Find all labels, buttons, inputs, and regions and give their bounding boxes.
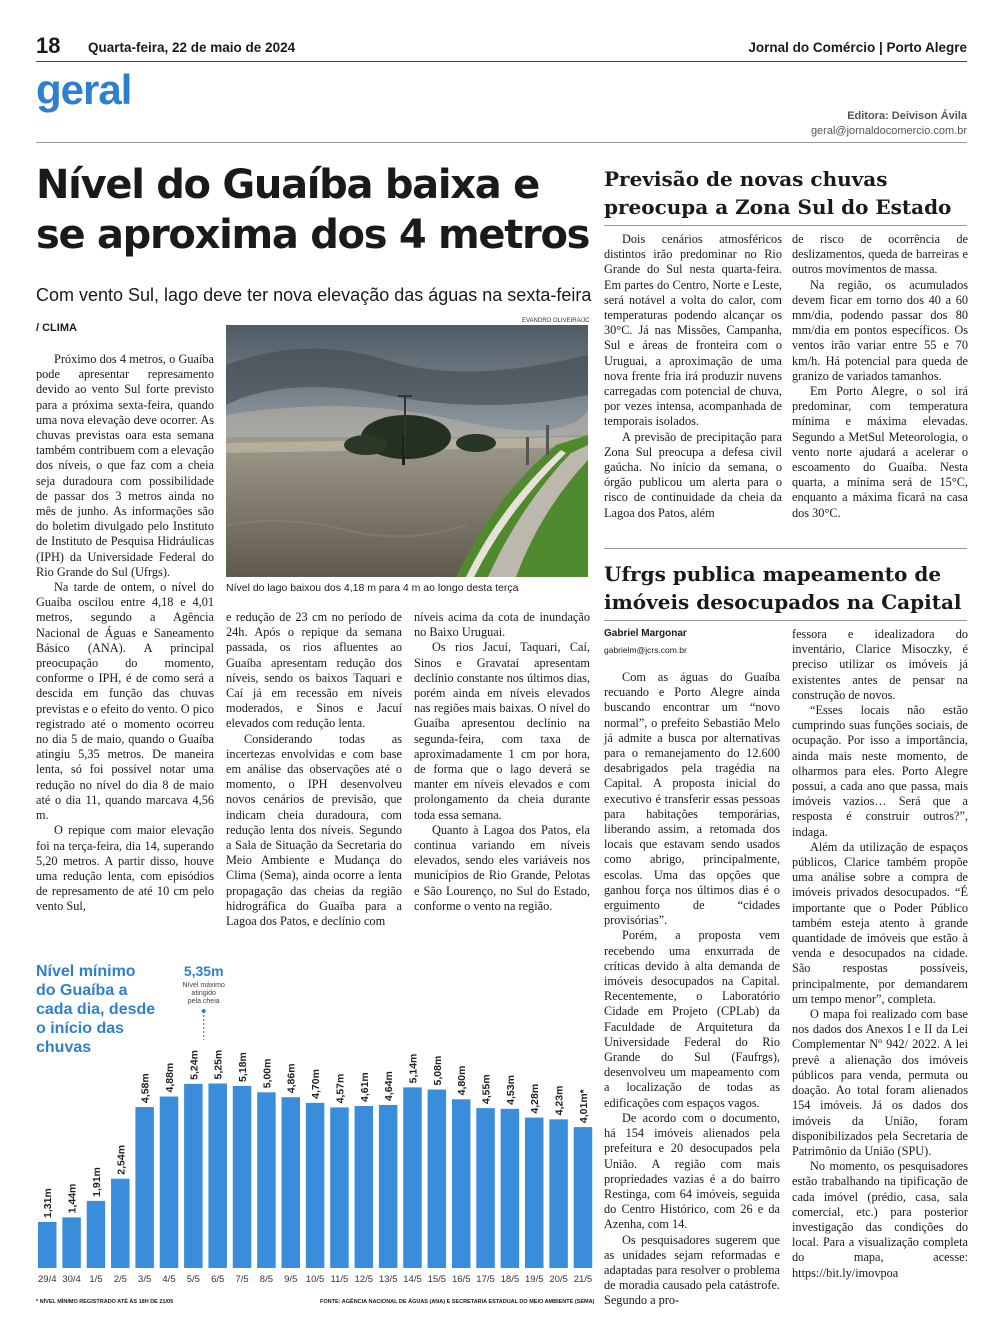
data-label: 1,44m: [66, 1183, 79, 1214]
peak-note: pela cheia: [187, 998, 220, 1005]
x-tick-label: 30/4: [62, 1274, 81, 1285]
data-label: 4,70m: [310, 1069, 323, 1099]
article-tag: / CLIMA: [36, 322, 77, 334]
bar: [549, 1119, 568, 1268]
x-tick-label: 17/5: [476, 1274, 495, 1285]
bar: [233, 1086, 252, 1268]
bar: [282, 1097, 301, 1268]
x-tick-label: 15/5: [427, 1274, 447, 1285]
data-label: 5,14m: [407, 1053, 420, 1084]
x-tick-label: 10/5: [305, 1274, 325, 1285]
data-label: 4,58m: [139, 1073, 152, 1104]
paragraph: de risco de ocorrência de deslizamentos, queda de barreiras e outros movimentos de massa.: [792, 232, 968, 277]
chart-footnote: * NÍVEL MÍNIMO REGISTRADO ATÉ ÀS 18H DE 21/05: [36, 1299, 174, 1305]
main-headline: Nível do Guaíba baixa e se aproxima dos 4 metros: [36, 162, 590, 258]
paragraph: No momento, os pesquisadores estão trabalhando na tipificação de cada imóvel (prédio, casa, sala comercial, etc.) para posterior investigação das condições do local. Para a visualização completa do mapa, acesse: https://bit.ly/imovpoa: [792, 1159, 968, 1280]
author-name: Gabriel Margonar: [604, 628, 687, 639]
chart-source: FONTE: AGÊNCIA NACIONAL DE ÁGUAS (ANA) E SECRETARIA ESTADUAL DO MEIO AMBIENTE (SEMA): [320, 1299, 595, 1305]
bar: [306, 1103, 325, 1268]
article2-headline: Previsão de novas chuvas preocupa a Zona Sul do Estado: [604, 167, 952, 219]
x-tick-label: 1/5: [89, 1274, 103, 1285]
data-label: 5,00m: [261, 1058, 274, 1089]
bar: [574, 1127, 593, 1268]
x-tick-label: 11/5: [330, 1274, 349, 1285]
section-rule: [36, 142, 967, 143]
article3-rule: [604, 620, 967, 621]
paragraph: “Esses locais não estão cumprindo suas funções sociais, de ocupação. Por isso a importância, ainda mais neste momento, de olharmos para eles. Porto Alegre possui, a cada ano que passa, mais imóveis vazios… Será que a resposta é construir outros?”, indaga.: [792, 703, 968, 839]
x-tick-label: 3/5: [138, 1274, 152, 1285]
main-article-column-3: [414, 610, 590, 914]
main-article-column-2: [226, 610, 402, 929]
bar: [452, 1099, 471, 1268]
data-label: 1,91m: [90, 1167, 103, 1197]
flood-photo: [226, 325, 588, 577]
data-label: 4,61m: [358, 1072, 371, 1103]
paragraph: Considerando todas as incertezas envolvidas e com base em análise das observações até o momento, o IPH desenvolveu novos cenários de previsão, que indicam cheia duradoura, com redução lenta dos níveis. Segundo a Sala de Situação da Secretaria do Meio Ambiente e Mudança do Clima (Sema), ainda ocorre a lenta propagação das cheias da região hidrográfica do Guaíba para a Lagoa dos Patos, e declínio com: [226, 731, 402, 929]
x-tick-label: 9/5: [284, 1274, 298, 1285]
x-tick-label: 13/5: [378, 1274, 398, 1285]
data-label: 4,57m: [334, 1073, 347, 1104]
x-tick-label: 2/5: [113, 1274, 127, 1285]
paragraph: Os pesquisadores sugerem que as unidades sejam reformadas e adaptadas para resolver o problema de moradia causado pela catástrofe. Segundo a pro-: [604, 1232, 780, 1308]
paragraph: Dois cenários atmosféricos distintos irão predominar no Rio Grande do Sul nesta quarta-feira. Em partes do Centro, Norte e Leste, será notável a volta do calor, com temperaturas podendo alcançar os 30°C. Já nas Missões, Campanha, Sul e áreas de fronteira com o Uruguai, a aproximação de uma nova frente fria irá produzir nuvens carregadas com potencial de chuva, por vezes intensa, acompanhada de temporais isolados.: [604, 232, 782, 429]
bar: [355, 1106, 374, 1268]
x-tick-label: 14/5: [403, 1274, 422, 1285]
bar: [428, 1089, 447, 1268]
paragraph: Na tarde de ontem, o nível do Guaíba oscilou entre 4,18 e 4,01 metros, segundo a Agência Nacional de Águas e Saneamento Básico (ANA). A principal preocupação do momento, conforme o IPH, é de como será a descida em função das chuvas previstas e o efeito do vento. O pico registrado até o momento ocorreu no dia 5 de maio, quando o Guaíba atingiu 5,35 metros. De maneira lenta, só foi possível notar uma redução no nível do dia 8 de maio até o dia 11, quando marcava 4,56 m.: [36, 580, 214, 823]
editor-email[interactable]: geral@jornaldocomercio.com.br: [810, 125, 967, 137]
data-label: 4,88m: [164, 1062, 176, 1093]
paragraph: Na região, os acumulados devem ficar em torno dos 40 a 60 mm/dia, podendo passar dos 80 mm/dia em pontos específicos. Os ventos irão variar entre 55 e 70 km/h. Há potencial para queda de granizo de variados tamanhos.: [792, 277, 968, 383]
bar: [160, 1097, 179, 1268]
data-label: 5,24m: [188, 1050, 201, 1080]
bar: [184, 1084, 203, 1268]
x-tick-label: 8/5: [259, 1274, 274, 1285]
paragraph: Com as águas do Guaíba recuando e Porto Alegre ainda buscando encontrar um “novo normal”, o prefeito Sebastião Melo já admite a busca por alternativas para o remanejamento do 12.600 desabrigados pela tragédia na Capital. A proposta inicial do executivo é transferir essas pessoas para habitações temporárias, liberando assim, a retomada dos locais que estavam sendo usados como abrigo, principalmente, escolas. Uma das opções que ganhou força nos últimos dias é o erguimento de “cidades provisórias”.: [604, 670, 780, 928]
header-rule: [36, 61, 967, 62]
main-article-column-1: [36, 352, 214, 915]
editor-name: Editora: Deivison Ávila: [847, 110, 967, 122]
bar: [525, 1118, 544, 1268]
peak-marker: [202, 1009, 206, 1013]
data-label: 5,08m: [431, 1055, 444, 1086]
main-subheadline: Com vento Sul, lago deve ter nova elevação das águas na sexta-feira: [36, 285, 592, 305]
data-label: 4,86m: [285, 1063, 298, 1094]
bar: [62, 1217, 81, 1268]
peak-note: atingido: [191, 990, 216, 997]
data-label: 4,80m: [456, 1065, 469, 1096]
data-label: 1,31m: [42, 1188, 55, 1218]
data-label: 4,01m*: [577, 1089, 590, 1124]
x-tick-label: 5/5: [186, 1274, 200, 1285]
publication-date: Quarta-feira, 22 de maio de 2024: [88, 40, 296, 55]
x-tick-label: 19/5: [525, 1274, 544, 1285]
x-tick-label: 6/5: [211, 1274, 225, 1285]
paragraph: Além da utilização de espaços públicos, Clarice também propõe uma análise sobre a compra de imóveis privados desocupados. “É importante que o Poder Público também esteja atento à grande quantidade de imóveis que estão à venda e desocupados na cidade. São respostas possíveis, principalmente, por demandarem um tempo menor”, completa.: [792, 839, 968, 1006]
bar: [208, 1084, 227, 1268]
bar: [501, 1109, 520, 1268]
paragraph: Em Porto Alegre, o sol irá predominar, com temperatura mínima e máxima elevadas. Segundo a MetSul Meteorologia, o vento norte ajudará a acelerar o escoamento do Guaíba. Nesta quarta, a mínima será de 15°C, enquanto a máxima ficará na casa dos 30°C.: [792, 384, 968, 520]
bar: [87, 1201, 106, 1268]
article3-column-2: [792, 627, 968, 1281]
peak-label: 5,35m: [183, 963, 224, 979]
x-tick-label: 16/5: [451, 1274, 471, 1285]
x-tick-label: 12/5: [354, 1274, 374, 1285]
x-tick-label: 4/5: [162, 1274, 176, 1285]
paragraph: Próximo dos 4 metros, o Guaíba pode apresentar represamento devido ao vento Sul forte previsto para a próxima sexta-feira, quando uma nova elevação deve ocorrer. As chuvas previstas oara esta semana também contribuem com a elevação dos níveis, o que faz com a cheia seja duradoura com possibilidade de passar dos 3 metros ainda no mês de junho. As informações são do boletim divulgado pelo Instituto de Instituto de Pesquisa Hidráulicas (IPH) da Universidade Federal do Rio Grande do Sul (Ufrgs).: [36, 352, 214, 579]
data-label: 2,54m: [115, 1144, 128, 1175]
data-label: 4,28m: [529, 1083, 542, 1114]
data-label: 4,64m: [383, 1071, 396, 1101]
section-title: geral: [36, 66, 132, 113]
flood-photo-illustration: [226, 325, 588, 577]
x-tick-label: 21/5: [573, 1274, 593, 1285]
bar: [330, 1107, 349, 1268]
article2-column-2: [792, 232, 968, 521]
guaiba-level-chart: [30, 958, 595, 1308]
paragraph: A previsão de precipitação para Zona Sul preocupa a defesa civil gaúcha. No início da semana, o órgão publicou um alerta para o risco de continuidade da cheia da Lagoa dos Patos, além: [604, 429, 782, 520]
paragraph: níveis acima da cota de inundação no Baixo Uruguai.: [414, 610, 590, 640]
paragraph: Porém, a proposta vem recebendo uma enxurrada de críticas devido à alta demanda de imóveis desocupados na Capital. Recentemente, o Laboratório Cidade em Projeto (CPLab) da Faculdade de Arquitetura da Universidade Federal do Rio Grande do Sul (Faufrgs), desenvolveu um mapeamento com a localização de todas as edificações com espaços vagos.: [604, 928, 780, 1110]
paragraph: fessora e idealizadora do inventário, Clarice Misoczky, é preciso utilizar os imóveis já existentes antes de pensar na construção de novos.: [792, 627, 968, 702]
photo-credit: EVANDRO OLIVEIRA/JC: [522, 318, 590, 324]
data-label: 4,53m: [504, 1075, 517, 1105]
paragraph: Quanto à Lagoa dos Patos, ela continua variando em níveis elevados, sendo eles variáveis nos municípios de Rio Grande, Pelotas e São Lourenço, no Sul do Estado, conforme o vento na região.: [414, 822, 590, 913]
chart-title: Nível mínimo do Guaíba a cada dia, desde o início das chuvas: [36, 963, 156, 1056]
bar: [476, 1108, 495, 1268]
page-number: 18: [36, 33, 61, 58]
bar: [38, 1222, 57, 1268]
bar: [111, 1179, 130, 1268]
x-tick-label: 29/4: [38, 1274, 57, 1285]
article3-column-1: [604, 670, 780, 1309]
data-label: 5,18m: [237, 1052, 250, 1082]
data-label: 4,23m: [553, 1085, 566, 1116]
paragraph: O mapa foi realizado com base nos dados dos Anexos I e II da Lei Complementar Nº 942/ 2022. A lei prevê a alienação dos imóveis públicos para venda, permuta ou doação. Ao total foram alienados 154 imóveis. Já os dados dos imóveis da União, foram disponibilizados pela Secretaria de Patrimônio da União (SPU).: [792, 1007, 968, 1158]
author-email[interactable]: gabrielm@jcrs.com.br: [604, 645, 687, 655]
article3-headline: Ufrgs publica mapeamento de imóveis desocupados na Capital: [604, 562, 962, 614]
paragraph: Os rios Jacuí, Taquari, Caí, Sinos e Gravataí apresentam declínio constante nos últimos dias, porém ainda em níveis elevados nas regiões mais baixas. O nível do Guaíba apresentou declínio na segunda-feira, com taxa de aproximadamente 1 cm por hora, de forma que o lago deverá se manter em níveis elevados e com prolongamento da cheia durante toda essa semana.: [414, 640, 590, 822]
data-label: 5,25m: [212, 1049, 225, 1080]
bar: [257, 1092, 276, 1268]
photo-caption: Nível do lago baixou dos 4,18 m para 4 m ao longo desta terça: [226, 582, 519, 594]
article2-column-1: [604, 232, 782, 521]
bar: [379, 1105, 398, 1268]
paragraph: De acordo com o documento, há 154 imóveis alienados pela prefeitura e 20 desocupados pela União. A região com mais propriedades vazias é a do bairro Restinga, com 64 imóveis, seguida do Centro Histórico, com 26 e da Azenha, com 14.: [604, 1110, 780, 1232]
x-tick-label: 20/5: [549, 1274, 568, 1285]
peak-note: Nível máximo: [182, 982, 225, 989]
article3-top-rule: [604, 548, 967, 549]
article2-rule: [604, 225, 967, 226]
x-tick-label: 7/5: [235, 1274, 249, 1285]
paragraph: O repique com maior elevação foi na terça-feira, dia 14, superando 5,20 metros. A partir disso, houve uma redução lenta, com episódios de represamento de até 10 cm pelo vento Sul,: [36, 823, 214, 914]
newspaper-name: Jornal do Comércio | Porto Alegre: [748, 40, 967, 55]
data-label: 4,55m: [480, 1074, 493, 1105]
paragraph: e redução de 23 cm no período de 24h. Após o repique da semana passada, os rios afluentes ao Guaíba apresentam redução dos níveis, sendo os baixos Taquari e Caí já em recessão em níveis moderados, e Sinos e Jacuí elevados com redução lenta.: [226, 610, 402, 731]
bar: [135, 1107, 154, 1268]
bar: [403, 1087, 422, 1268]
x-tick-label: 18/5: [500, 1274, 520, 1285]
